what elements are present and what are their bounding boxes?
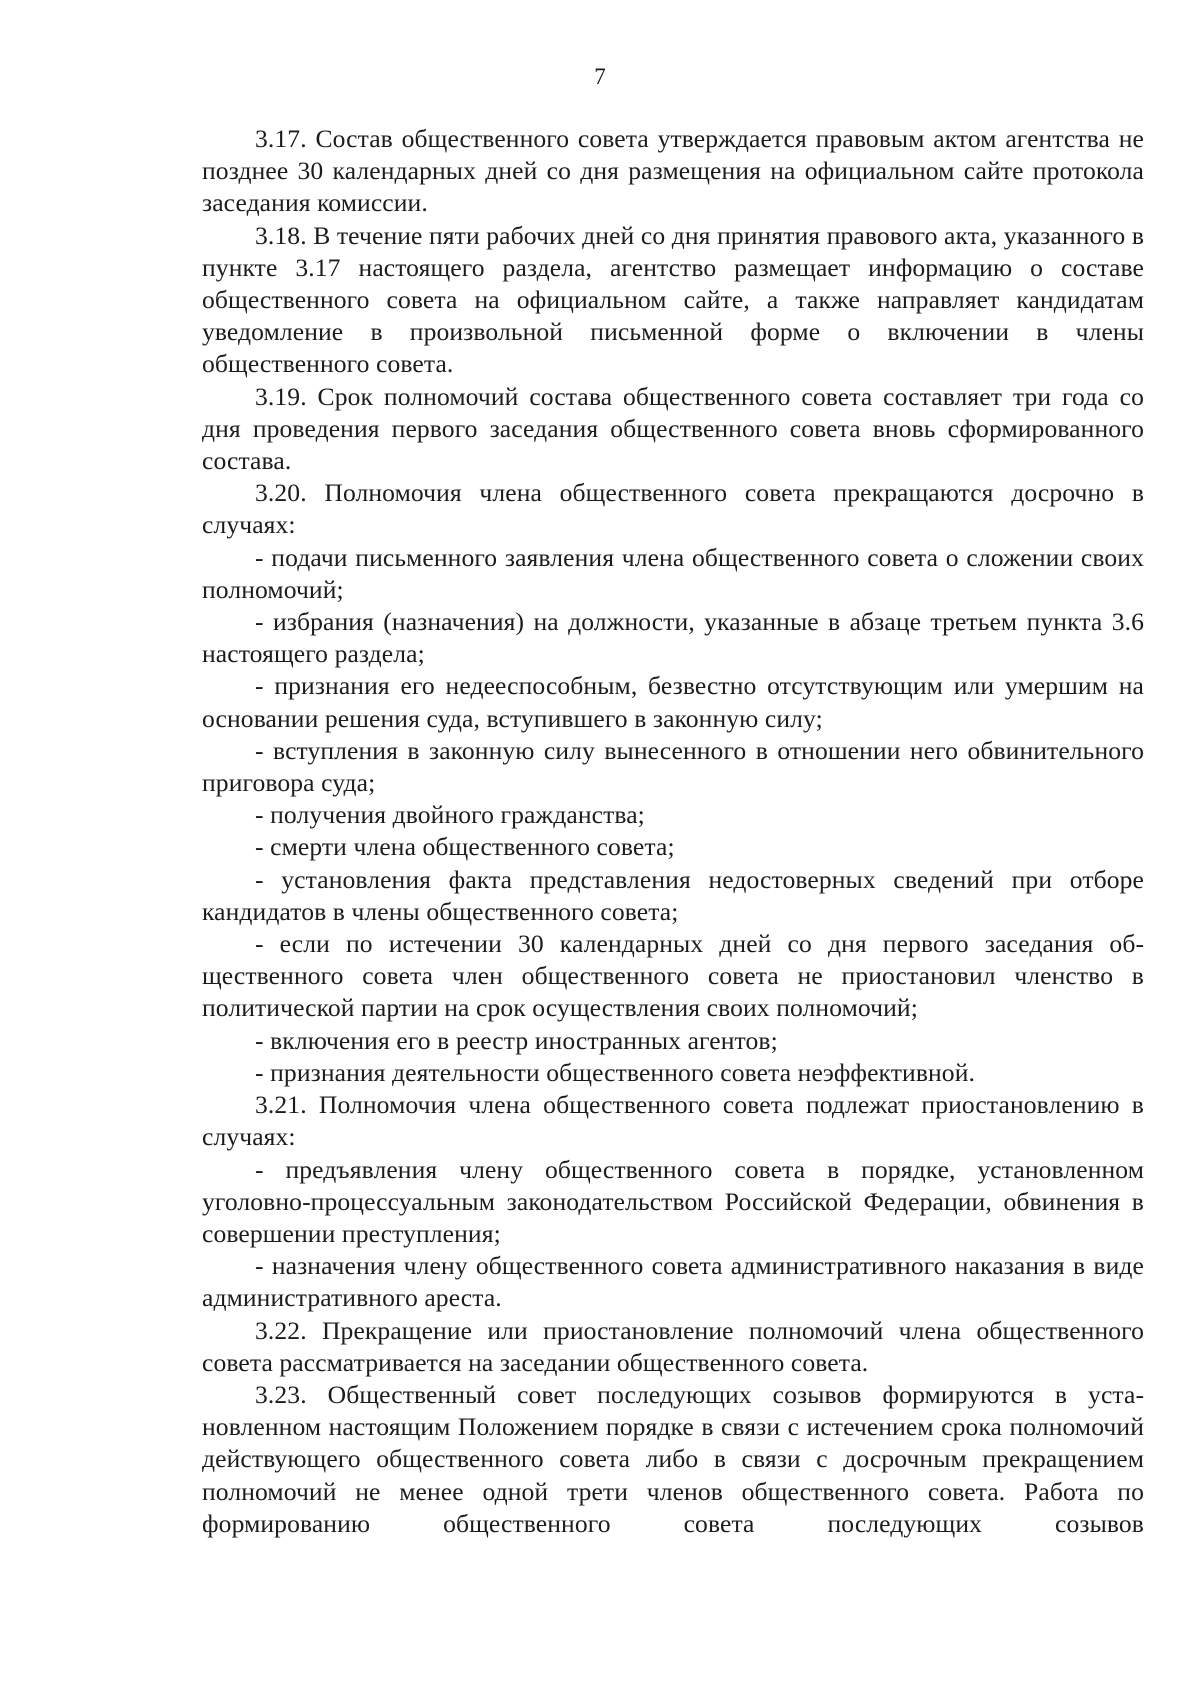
paragraph-3-21: 3.21. Полномочия члена общественного совета подлежат приостановлению в случаях:: [202, 1090, 1144, 1152]
paragraph-3-20: 3.20. Полномочия члена общественного совета прекращаются досрочно в случаях:: [202, 478, 1144, 540]
list-item-election: - избрания (назначения) на должности, указанные в абзаце третьем пункта 3.6 настоящего раздела;: [202, 607, 1144, 669]
list-item-party-membership: - если по истечении 30 календарных дней со дня первого заседания общественного совета член общественного совета не приостановил членство в политической партии на срок осуществления своих полномочий;: [202, 929, 1144, 1023]
list-item-incapacity: - признания его недееспособным, безвестно отсутствующим или умершим на основании решения суда, вступившего в законную силу;: [202, 671, 1144, 733]
list-item-death: - смерти члена общественного совета;: [255, 832, 675, 862]
paragraph-3-17: 3.17. Состав общественного совета утверждается правовым актом агентства не позднее 30 календарных дней со дня размещения на официальном сайте протокола заседания комиссии.: [202, 124, 1144, 218]
list-item-ineffective-council: - признания деятельности общественного совета неэффективной.: [255, 1057, 975, 1087]
list-item-false-information: - установления факта представления недостоверных сведений при отборе кандидатов в члены общественного совета;: [202, 864, 1144, 926]
document-body: [202, 123, 1144, 1540]
paragraph-3-19: 3.19. Срок полномочий состава общественного совета составляет три года со дня проведения первого заседания общественного совета вновь сформированного состава.: [202, 381, 1144, 476]
list-item-resignation: - подачи письменного заявления члена общественного совета о сложении своих полномочий;: [202, 542, 1144, 604]
list-item-dual-citizenship: - получения двойного гражданства;: [255, 800, 645, 830]
paragraph-3-23: 3.23. Общественный совет последующих созывов формируются в установленном настоящим Положением порядке в связи с истечением срока полномочий действующего общественного совета либо в связи с досрочным прекращением полномочий не менее одной трети членов общественного совета. Работа по формированию общественного совета последующих созывов: [202, 1379, 1144, 1538]
paragraph-3-18: 3.18. В течение пяти рабочих дней со дня принятия правового акта, указанного в пункте 3.17 настоящего раздела, агентство размещает информацию о составе общественного совета на официальном сайте, а также направляет кандидатам уведомление в произвольной письменной форме о включении в члены общественного совета.: [202, 220, 1144, 379]
page-number: 7: [594, 64, 606, 89]
list-item-charge: - предъявления члену общественного совета в порядке, установленном уголовно-процессуальным законодательством Российской Федерации, обвинения в совершении преступления;: [202, 1154, 1144, 1248]
list-item-conviction: - вступления в законную силу вынесенного в отношении него обвинительного приговора суда;: [202, 735, 1144, 798]
list-item-foreign-agent: - включения его в реестр иностранных агентов;: [255, 1025, 778, 1055]
list-item-administrative-arrest: - назначения члену общественного совета административного наказания в виде административного ареста.: [202, 1251, 1144, 1313]
paragraph-3-22: 3.22. Прекращение или приостановление полномочий члена общественного совета рассматривается на заседании общественного совета.: [202, 1315, 1144, 1377]
